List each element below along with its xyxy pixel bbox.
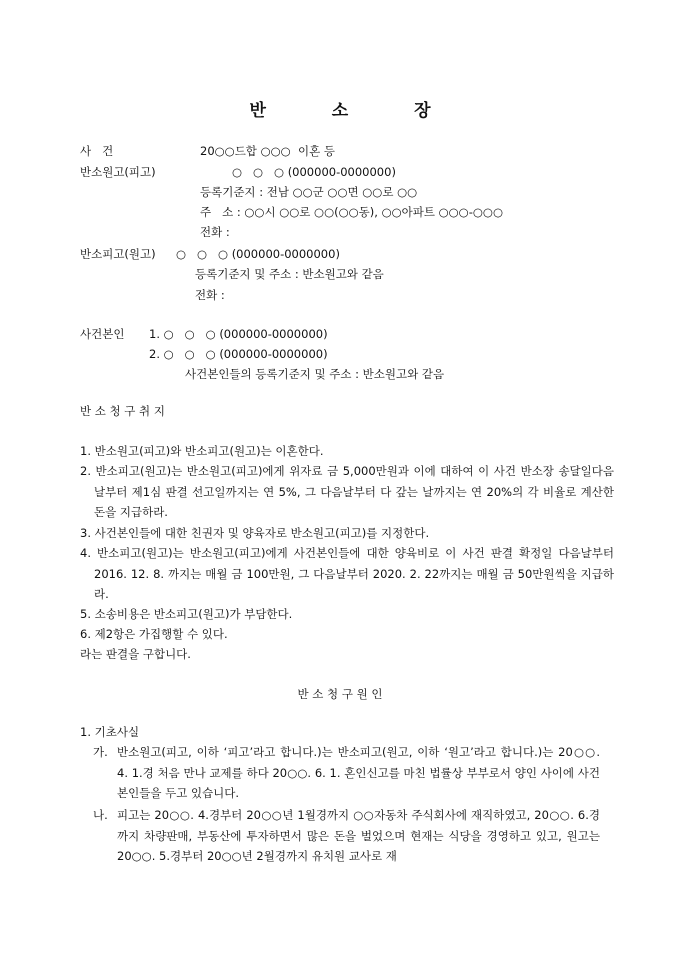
claim-item: 4. 반소피고(원고)는 반소원고(피고)에게 사건본인들에 대한 양육비로 이 사건 판결 확정일 다음날부터 2016. 12. 8. 까지는 매월 금 100만원, 그 다음날부터 2020. 2. 22까지는 매월 금 50만원씩을 지급하라. [80, 546, 614, 602]
claim-purpose-heading: 반 소 청 구 취 지 [80, 404, 165, 418]
claim-item: 3. 사건본인들에 대한 친권자 및 양육자로 반소원고(피고)를 지정한다. [80, 526, 430, 540]
principal-2: 2. ○ ○ ○ (000000-0000000) [149, 347, 328, 361]
case-number: 20○○드합 ○○○ 이혼 등 [200, 144, 335, 158]
counter-defendant-domicile-address: 등록기준지 및 주소 : 반소원고와 같음 [195, 267, 384, 281]
case-label: 사 건 [80, 144, 114, 158]
fact-marker: 나. [93, 808, 108, 822]
facts-heading: 1. 기초사실 [80, 725, 140, 739]
counter-defendant-label: 반소피고(원고) [80, 247, 156, 261]
claim-item: 6. 제2항은 가집행할 수 있다. [80, 627, 228, 641]
counter-defendant-name: ○ ○ ○ (000000-0000000) [176, 247, 340, 261]
principals-label: 사건본인 [80, 327, 125, 341]
counter-plaintiff-name: ○ ○ ○ (000000-0000000) [232, 165, 396, 179]
counter-plaintiff-address: 주 소 : ○○시 ○○로 ○○(○○동), ○○아파트 ○○○-○○○ [200, 205, 503, 219]
claim-item: 1. 반소원고(피고)와 반소피고(원고)는 이혼한다. [80, 444, 324, 458]
counter-plaintiff-domicile: 등록기준지 : 전남 ○○군 ○○면 ○○로 ○○ [200, 185, 418, 199]
document-title: 반 소 장 [249, 101, 461, 121]
fact-marker: 가. [93, 745, 108, 759]
counter-plaintiff-label: 반소원고(피고) [80, 165, 156, 179]
counter-plaintiff-phone: 전화 : [200, 225, 230, 239]
principal-1: 1. ○ ○ ○ (000000-0000000) [149, 327, 328, 341]
claim-item: 5. 소송비용은 반소피고(원고)가 부담한다. [80, 607, 293, 621]
cause-heading: 반 소 청 구 원 인 [297, 687, 383, 701]
fact-paragraph: 반소원고(피고, 이하 ‘피고’라고 합니다.)는 반소피고(원고, 이하 ‘원고’라고 합니다.)는 20○○. 4. 1.경 처음 만나 교제를 하다 20○○. 6. 1. 혼인신고를 마친 법률상 부부로서 양인 사이에 사건본인들을 두고 있습니다. [117, 745, 600, 801]
principals-note: 사건본인들의 등록기준지 및 주소 : 반소원고와 같음 [185, 367, 445, 381]
fact-paragraph: 피고는 20○○. 4.경부터 20○○년 1월경까지 ○○자동차 주식회사에 재직하였고, 20○○. 6.경 까지 차량판매, 부동산에 투자하면서 많은 돈을 벌었으며 현재는 식당을 경영하고 있고, 원고는 20○○. 5.경부터 20○○년 2월경까지 유치원 교사로 재 [117, 808, 600, 864]
claim-item: 2. 반소피고(원고)는 반소원고(피고)에게 위자료 금 5,000만원과 이에 대하여 이 사건 반소장 송달일다음날부터 제1심 판결 선고일까지는 연 5%, 그 다음날부터 다 갚는 날까지는 연 20%의 각 비율로 계산한 돈을 지급하라. [80, 464, 614, 520]
counter-defendant-phone: 전화 : [195, 288, 225, 302]
judgment-request: 라는 판결을 구합니다. [80, 647, 191, 661]
